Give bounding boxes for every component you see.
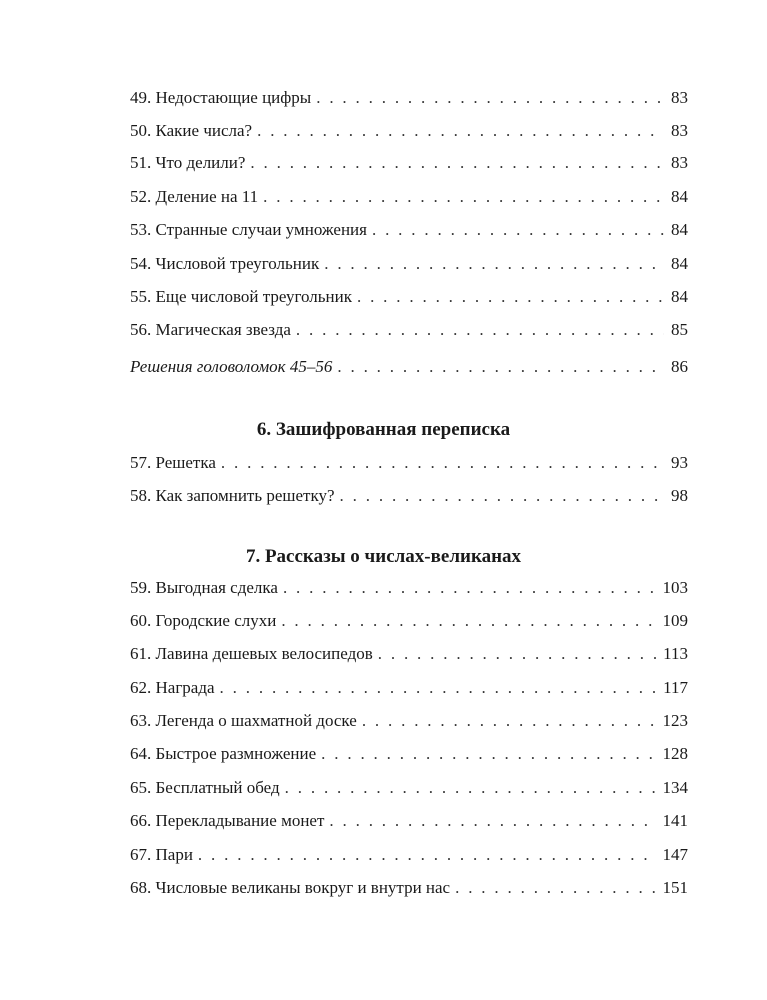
toc-entry-page: 86	[671, 357, 688, 376]
toc-entry-page: 109	[662, 611, 688, 630]
leader-dots	[285, 777, 656, 799]
leader-dots	[220, 677, 657, 699]
toc-entry	[130, 219, 688, 241]
leader-dots	[357, 286, 664, 308]
leader-dots	[340, 485, 664, 507]
toc-entry-page: 147	[662, 845, 688, 864]
toc-entry-title: 59. Выгодная сделка	[130, 578, 278, 597]
toc-entry	[130, 710, 688, 732]
toc-entry-page: 103	[662, 578, 688, 597]
leader-dots	[324, 253, 664, 275]
toc-entry-page: 113	[663, 644, 688, 663]
toc-entry-title: Решения головоломок 45–56	[130, 357, 333, 376]
toc-entry-title: 58. Как запомнить решетку?	[130, 486, 335, 505]
toc-entry-title: 64. Быстрое размножение	[130, 744, 317, 763]
toc-entry-page: 141	[662, 811, 688, 830]
toc-entry-page: 93	[671, 453, 688, 472]
leader-dots	[329, 810, 655, 832]
toc-entry-title: 62. Награда	[130, 678, 215, 697]
toc-entry-title: 51. Что делили?	[130, 153, 246, 172]
section-heading: 6. Зашифрованная переписка	[256, 419, 511, 440]
section-heading: 7. Рассказы о числах-великанах	[245, 546, 522, 567]
toc-entry-page: 83	[671, 88, 688, 107]
toc-entry-title: 65. Бесплатный обед	[130, 778, 280, 797]
toc-entry	[130, 844, 688, 866]
leader-dots	[281, 610, 655, 632]
leader-dots	[263, 186, 664, 208]
toc-entry-title: 52. Деление на 11	[130, 187, 259, 206]
toc-entry-page: 83	[671, 121, 688, 140]
toc-entry-title: 50. Какие числа?	[130, 121, 253, 140]
toc-entry-page: 128	[662, 744, 688, 763]
toc-entry-page: 84	[671, 254, 688, 273]
leader-dots	[250, 152, 664, 174]
toc-entry-page: 84	[671, 287, 688, 306]
toc-entry	[130, 87, 688, 109]
toc-entry-page: 85	[671, 320, 688, 339]
leader-dots	[372, 219, 664, 241]
toc-entry-page: 134	[662, 778, 688, 797]
leader-dots	[221, 452, 664, 474]
toc-entry	[130, 485, 688, 507]
toc-entry-title: 68. Числовые великаны вокруг и внутри нас	[130, 878, 451, 897]
toc-entry-title: 49. Недостающие цифры	[130, 88, 312, 107]
toc-entry	[130, 186, 688, 208]
toc-entry-title: 53. Странные случаи умножения	[130, 220, 367, 239]
toc-entry-page: 98	[671, 486, 688, 505]
toc-entry-page: 83	[671, 153, 688, 172]
leader-dots	[296, 319, 664, 341]
toc-entry-page: 84	[671, 220, 688, 239]
toc-entry	[130, 319, 688, 341]
toc-entry-title: 54. Числовой треугольник	[130, 254, 320, 273]
toc-entry	[130, 253, 688, 275]
toc-entry-title: 60. Городские слухи	[130, 611, 277, 630]
toc-entry	[130, 743, 688, 765]
leader-dots	[283, 577, 656, 599]
leader-dots	[378, 643, 656, 665]
toc-entry	[130, 120, 688, 142]
toc-entry	[130, 452, 688, 474]
toc-entry-page: 117	[663, 678, 688, 697]
leader-dots	[321, 743, 655, 765]
toc-entry-solutions	[130, 356, 688, 378]
toc-entry	[130, 152, 688, 174]
leader-dots	[198, 844, 656, 866]
toc-entry	[130, 577, 688, 599]
leader-dots	[316, 87, 664, 109]
leader-dots	[257, 120, 664, 142]
toc-entry	[130, 877, 688, 899]
toc-entry-title: 66. Перекладывание монет	[130, 811, 325, 830]
leader-dots	[455, 877, 655, 899]
toc-entry	[130, 677, 688, 699]
toc-entry-page: 151	[662, 878, 688, 897]
toc-entry-title: 63. Легенда о шахматной доске	[130, 711, 357, 730]
toc-entry-title: 61. Лавина дешевых велосипедов	[130, 644, 373, 663]
toc-entry	[130, 610, 688, 632]
toc-entry	[130, 643, 688, 665]
toc-entry-page: 123	[662, 711, 688, 730]
leader-dots	[337, 356, 664, 378]
toc-entry	[130, 810, 688, 832]
toc-entry-title: 67. Пари	[130, 845, 193, 864]
toc-entry	[130, 286, 688, 308]
toc-entry	[130, 777, 688, 799]
toc-entry-title: 56. Магическая звезда	[130, 320, 291, 339]
toc-entry-title: 55. Еще числовой треугольник	[130, 287, 352, 306]
toc-entry-page: 84	[671, 187, 688, 206]
leader-dots	[362, 710, 656, 732]
toc-entry-title: 57. Решетка	[130, 453, 216, 472]
